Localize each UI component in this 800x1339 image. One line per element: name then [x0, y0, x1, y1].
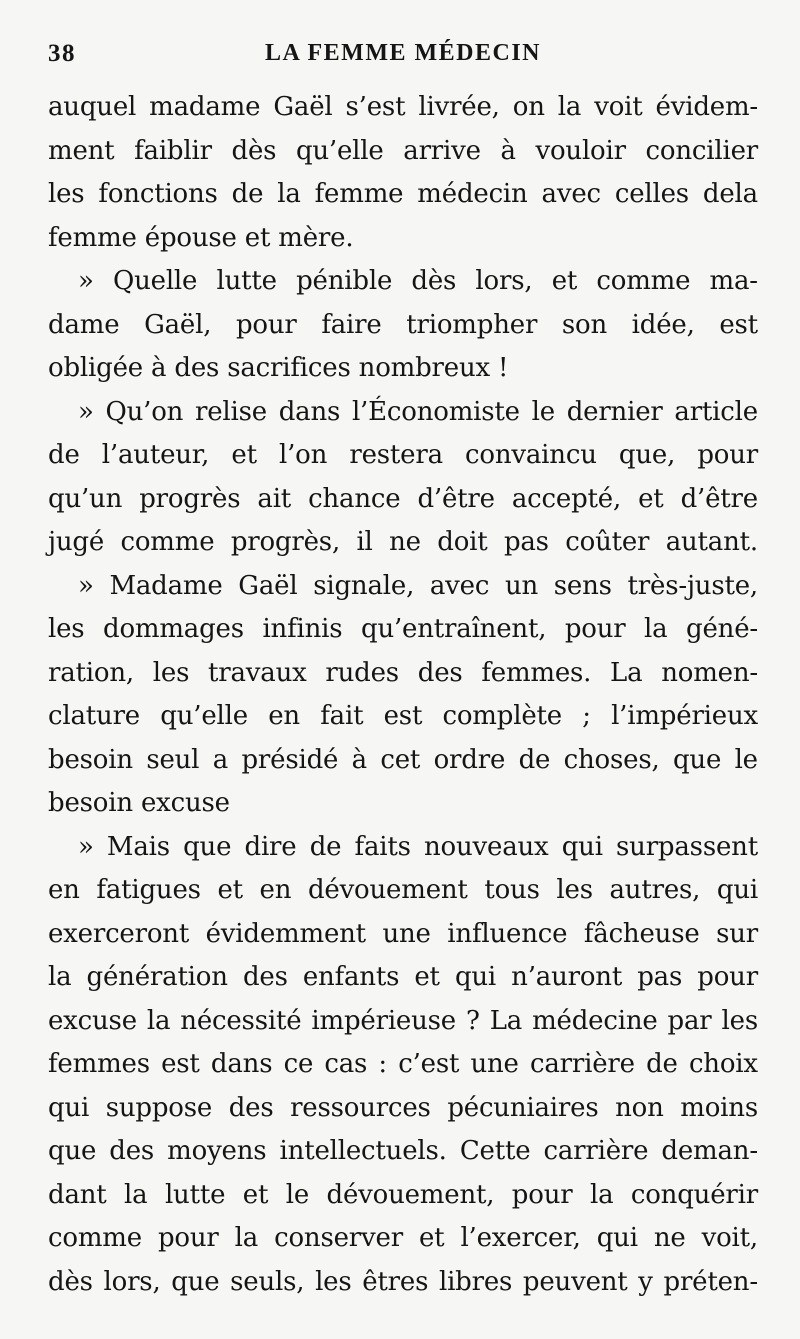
text-line: les fonctions de la femme médecin avec celles dela: [48, 179, 758, 209]
running-title: LA FEMME MÉDECIN: [265, 40, 541, 66]
page-body: [48, 86, 758, 1304]
text-line: auquel madame Gaël s’est livrée, on la voit évidem-: [48, 92, 758, 122]
text-line: jugé comme progrès, il ne doit pas coûter autant.: [48, 527, 758, 557]
text-line: » Qu’on relise dans l’Économiste le dernier article: [78, 396, 758, 427]
text-line: excuse la nécessité impérieuse ? La médecine par les: [48, 1005, 758, 1036]
text-line: dame Gaël, pour faire triompher son idée, est: [48, 309, 758, 340]
text-line: besoin seul a présidé à cet ordre de choses, que le: [48, 744, 758, 775]
running-head: [48, 38, 758, 86]
text-line: » Madame Gaël signale, avec un sens très-juste,: [78, 570, 758, 601]
text-line: ration, les travaux rudes des femmes. La nomen-: [48, 657, 758, 688]
text-line: qu’un progrès ait chance d’être accepté, et d’être: [48, 483, 758, 514]
text-line: comme pour la conserver et l’exercer, qui ne voit,: [48, 1223, 758, 1253]
text-line: les dommages infinis qu’entraînent, pour la géné-: [48, 614, 758, 644]
text-line: la génération des enfants et qui n’auront pas pour: [48, 962, 758, 992]
text-line: ment faiblir dès qu’elle arrive à vouloir concilier: [48, 135, 758, 166]
text-line: que des moyens intellectuels. Cette carrière deman-: [48, 1136, 758, 1166]
text-line: dès lors, que seuls, les êtres libres peuvent y préten-: [48, 1266, 758, 1297]
text-line: en fatigues et en dévouement tous les autres, qui: [48, 875, 758, 905]
text-line: de l’auteur, et l’on restera convaincu que, pour: [48, 440, 758, 470]
text-line: obligée à des sacrifices nombreux !: [48, 353, 509, 383]
page-number: 38: [48, 40, 76, 67]
text-line: femme épouse et mère.: [48, 222, 354, 253]
text-line: dant la lutte et le dévouement, pour la conquérir: [48, 1179, 758, 1210]
text-line: » Mais que dire de faits nouveaux qui surpassent: [78, 831, 758, 862]
text-line: clature qu’elle en fait est complète ; l’impérieux: [48, 701, 758, 731]
text-line: exerceront évidemment une influence fâcheuse sur: [48, 918, 758, 949]
text-line: besoin excuse: [48, 788, 230, 818]
text-line: femmes est dans ce cas : c’est une carrière de choix: [48, 1049, 758, 1079]
text-line: qui suppose des ressources pécuniaires non moins: [48, 1092, 758, 1123]
text-line: » Quelle lutte pénible dès lors, et comme ma-: [78, 266, 758, 296]
